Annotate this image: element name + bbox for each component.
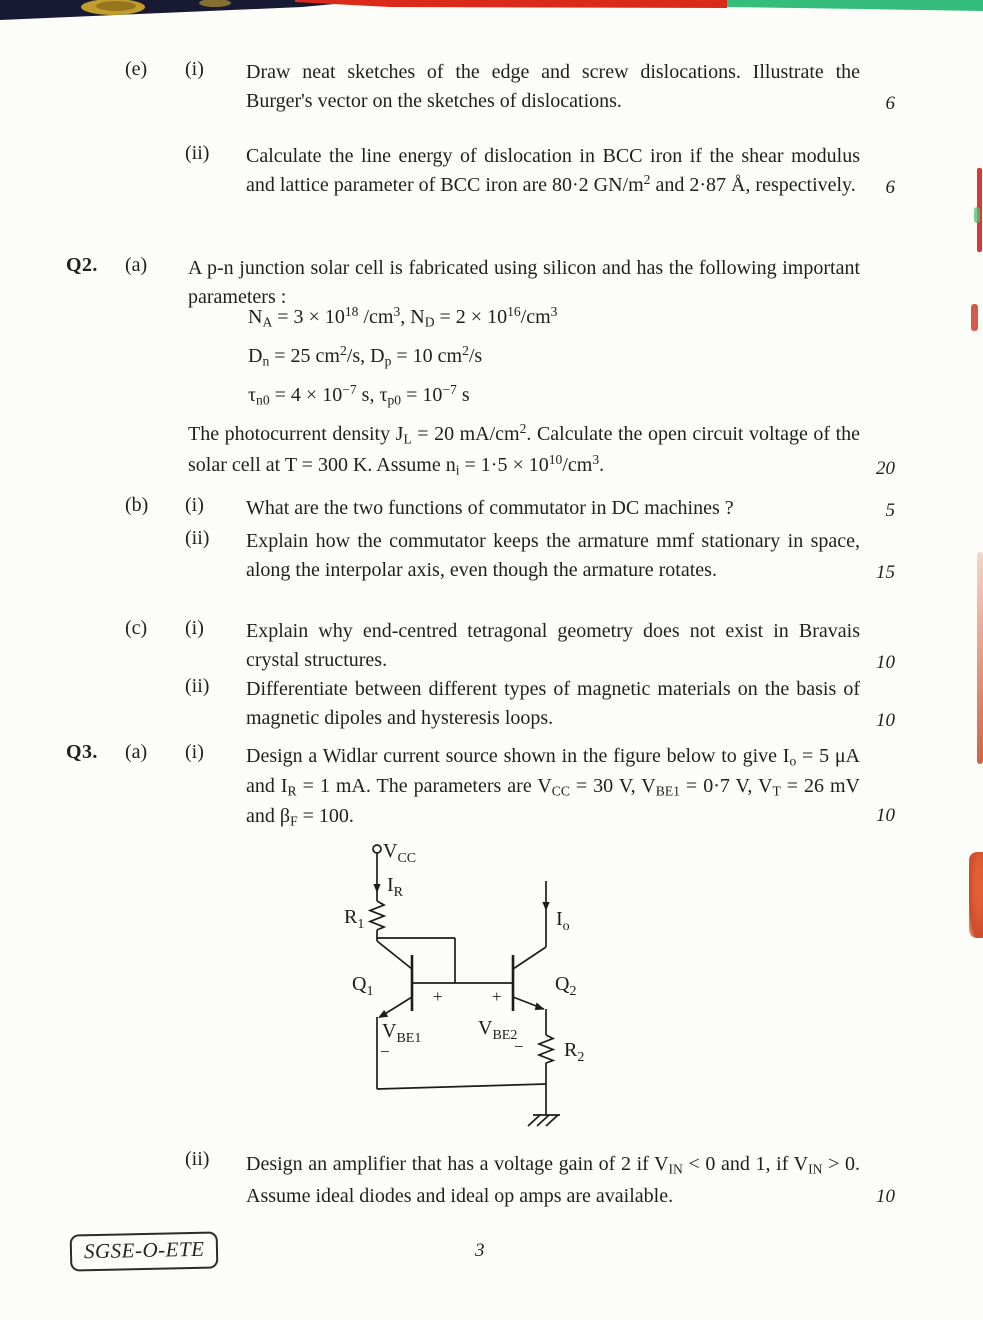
io-label: $I_o$ [556,908,570,934]
ir-arrowhead [373,884,380,893]
question-row-q3a-ii [0,1148,983,1212]
scan-red-band [295,0,727,8]
vbe1-minus-sign: − [380,1042,390,1061]
subpart-label: (i) [185,494,204,516]
marks-value: 10 [876,805,895,826]
part-label: (c) [125,617,148,639]
ir-label: $I_R$ [387,874,404,900]
question-text: A p-n junction solar cell is fabricated using silicon and has the following important parameters : [188,257,860,308]
subpart-label: (i) [185,741,204,763]
equation-block [248,298,557,415]
io-arrowhead [542,902,549,911]
question-row-b-i [0,494,983,523]
question-row-b-ii [0,527,983,585]
question-row-e-ii [0,142,983,200]
question-text: Explain why end-centred tetragonal geometry does not exist in Bravais crystal structures. [246,620,860,671]
marks-value: 10 [876,652,895,673]
question-text: Draw neat sketches of the edge and screw dislocations. Illustrate the Burger's vector on the sketches of dislocations. [246,61,860,112]
scan-green-band [727,0,983,11]
marks-value: 20 [876,458,895,479]
equation-line: $D_n = 25$ $cm^2/s$, $D_p = 10$ $cm^2/s$ [248,343,483,369]
question-number: Q3. [66,741,98,763]
marks-value: 10 [876,710,895,731]
equation-line: $N_A = 3 \times 10^{18}$ $/cm^3$, $N_D = 2 \times 10^{16}/cm^3$ [248,304,558,330]
equation-line: $\tau_{n0} = 4 \times 10^{-7}$ s, $\tau_{p0} = 10^{-7}$ s [248,382,470,408]
resistor-r2 [539,1035,553,1063]
part-label: (a) [125,254,148,276]
marks-value: 15 [876,562,895,583]
question-text: What are the two functions of commutator in DC machines ? [246,497,734,519]
subpart-label: (i) [185,58,204,80]
q1-collector [377,941,412,969]
subpart-label: (ii) [185,1148,210,1170]
scan-edge-splotch-orange [969,852,983,938]
subpart-label: (ii) [185,527,210,549]
vbe2-label: $V_{BE2}$ [478,1017,518,1043]
question-text: Explain how the commutator keeps the armature mmf stationary in space, along the interpolar axis, even though the armature rotates. [246,530,860,581]
marks-value: 5 [885,500,895,521]
question-row-c-ii [0,675,983,733]
scan-edge-top-strip [0,0,983,30]
question-row-e-i [0,58,983,116]
q2-label: $Q_2$ [555,973,577,999]
question-row-c-i [0,617,983,675]
r2-label: $R_2$ [564,1039,585,1065]
question-text: Design an amplifier that has a voltage gain of 2 if $V_{IN} < 0$ and 1, if $V_{IN} > 0$. Assume ideal diodes and ideal op amps are available. [246,1153,861,1207]
subpart-label: (i) [185,617,204,639]
vbe1-label: $V_{BE1}$ [382,1020,422,1046]
scan-edge-mark-green [974,207,980,223]
page-number: 3 [475,1240,485,1261]
part-label: (e) [125,58,148,80]
resistor-r1 [370,901,384,930]
q1-label: $Q_1$ [352,973,374,999]
question-row-q2a-cont [0,419,983,481]
marks-value: 6 [885,177,895,198]
wire-bottom [377,1084,546,1089]
q2-emitter-arrowhead [535,1002,545,1010]
widlar-circuit-figure [330,833,660,1135]
question-text: Calculate the line energy of dislocation in BCC iron if the shear modulus and lattice parameter of BCC iron are 80·2 $GN/m^2$ and 2·87 Å, respectively. [246,145,860,196]
subpart-label: (ii) [185,142,210,164]
vbe1-plus-sign: + [433,987,443,1006]
question-text: Differentiate between different types of magnetic materials on the basis of magnetic dipoles and hysteresis loops. [246,678,860,729]
vbe2-plus-sign: + [492,987,502,1006]
r1-label: $R_1$ [344,906,365,932]
vcc-terminal [373,845,381,853]
scan-gold-streak [96,1,136,11]
question-number: Q2. [66,254,98,276]
q1-emitter-arrowhead [378,1010,388,1018]
part-label: (a) [125,741,148,763]
marks-value: 6 [885,93,895,114]
q2-collector [513,947,546,969]
question-row-q3a-i [0,741,983,831]
subpart-label: (ii) [185,675,210,697]
part-label: (b) [125,494,149,516]
paper-code: SGSE-O-ETE [83,1236,205,1264]
vcc-label: $V_{CC}$ [383,840,417,866]
marks-value: 10 [876,1186,895,1207]
question-text: Design a Widlar current source shown in the figure below to give $I_o = 5$ μA and $I_R = 1$ mA. The parameters are $V_{CC} = 30$ V, $V_{BE1} = 0\cdot 7$ V, $V_T = 26$ mV and $\beta_F = 100$. [246,745,861,829]
question-text: The photocurrent density $J_L = 20$ $mA/cm^2$. Calculate the open circuit voltage of the solar cell at T = 300 K. Assume $n_i = 1\cdot 5 \times 10^{10}/cm^3$. [188,421,861,478]
vbe2-minus-sign: − [514,1037,524,1056]
paper-code-box [70,1231,219,1271]
